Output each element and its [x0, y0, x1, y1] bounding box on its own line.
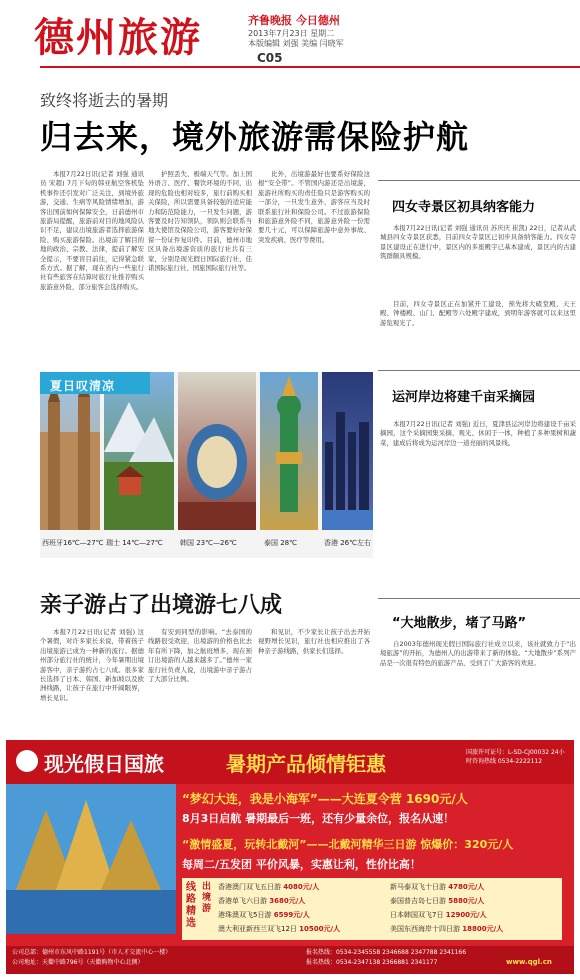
skyline-illustration: [322, 372, 373, 530]
route-name: 泰国普吉岛七日游: [390, 897, 446, 905]
route-price: 10500元/人: [299, 925, 341, 933]
route-row: [218, 922, 340, 936]
masthead-rule: [40, 66, 580, 68]
sidebar-rule-3: [378, 598, 580, 599]
caption-korea: 韩国 23℃—26℃: [180, 539, 237, 547]
ad-license: 国旅许可证号：L-SD-CJ00032 24小时咨询热线 0534-2222112: [466, 749, 565, 765]
ad-offer-beidaihe-sub: 每周二/五发团 平价风暴，实惠让利，性价比高！: [182, 858, 421, 871]
route-price: 6599元/人: [273, 911, 310, 919]
route-name: 香港澳门双飞五日游: [218, 883, 281, 891]
sidebar-rule-1: [378, 180, 580, 181]
route-name: 港珠澳双飞5日游: [218, 911, 272, 919]
ad-phone-2: 报名热线：0534-2347138 2366881 2341177: [306, 959, 438, 966]
route-row: [218, 908, 340, 922]
main-headline: 归去来，境外旅游需保险护航: [40, 118, 470, 156]
route-price: 5880元/人: [448, 897, 485, 905]
sidebar-headline-2: 运河岸边将建千亩采摘园: [392, 390, 536, 405]
mountain-village-illustration: [104, 372, 174, 530]
route-row: [390, 880, 503, 894]
sidebar-side-text: 目前，四女寺景区正在加紧开工建设，预先将大碴堂殿、天王殿、钟楼殿、山门、配殿等六处殿宇建成，到明年游客就可以来这里游览观光了。: [380, 300, 576, 327]
newspaper-brand: 齐鲁晚报 今日德州: [248, 14, 340, 27]
second-column-2: 有安到同型的影响。“去泰国的线路很受欢迎，出境游的价格也比去年有所下降，加之航班增多，现在预订出境游的人越来越多了。”德州一家旅行社负责人说，出境游中亲子游占了大部分比例。: [148, 628, 252, 684]
spain-photo: [40, 372, 100, 530]
route-price: 3680元/人: [269, 897, 306, 905]
ad-logo-icon: [16, 750, 38, 772]
page-number: C05: [257, 51, 283, 65]
route-list-left: [218, 880, 340, 936]
route-name: 香港单飞六日游: [218, 897, 267, 905]
route-name: 澳大利亚新西兰双飞12日: [218, 925, 297, 933]
second-column-1: 本报7月22日讯(记者 刘强) 这个暑假，对许多家长来说，带着孩子出境旅游已成为一种新的流行。据德州部分旅行社的统计，今年暑期出境游客中，亲子游约占七八成。很多家长选择了日本、韩国、新加坡以及欧洲线路，让孩子在旅行中开阔眼界，增长见识。: [40, 628, 144, 702]
main-column-1: 本报7月22日讯(记者 刘强 通讯员 宋超) 7月下旬的韩亚航空客机坠机事件还引发对广泛关注，到境外旅游，交通、生病等风险情绪增加，游客出国前如何保障安全，日前德州市旅游局提醒，旅游前对目的地风险认识不足，建议出境旅游者选择旅游保险、购买旅游保险。出境前了解目的地的政治、宗教、法律，提前了解安全提示，不要盲目前往，记得紧急联系方式。据了解，现在省内一些旅行社有些旅客在结算时旅行社推荐购买旅游意外险，部分旅客会选择购买。: [40, 170, 144, 291]
route-row: [218, 880, 340, 894]
route-name: 新马泰双飞十日游: [390, 883, 446, 891]
second-headline: 亲子游占了出境游七八成: [40, 593, 283, 618]
route-price: 18800元/人: [462, 925, 504, 933]
sidebar-headline-3: “大地散步，堵了马路”: [392, 616, 527, 631]
second-column-3: 和见识，不少家长让孩子出去开拓视野增长见识，旅行社也相应推出了各种亲子游线路，供家长们选择。: [258, 628, 370, 655]
route-price: 12900元/人: [445, 911, 487, 919]
route-price: 4780元/人: [448, 883, 485, 891]
sidebar-headline-1: 四女寺景区初具纳客能力: [392, 200, 536, 215]
route-row: [390, 908, 503, 922]
route-price: 4080元/人: [283, 883, 320, 891]
ad-offer-dalian: “梦幻大连，我是小海军”——大连夏令营 1690元/人: [182, 792, 468, 806]
korea-photo: [178, 372, 256, 530]
sidebar-text-2: 本报7月22日讯(记者 刘强) 近日，夏津县运河岸边将建设千亩采摘园，这个采摘园集采摘、观光、休闲于一体，种植了多种果树和蔬菜，建成后将成为运河岸边一道亮丽的风景线。: [380, 420, 576, 447]
ad-brand: 现光假日国旅: [44, 752, 164, 776]
caption-switzerland: 瑞士 14℃—27℃: [106, 539, 163, 547]
route-vertical-label: 线路精选: [186, 882, 196, 929]
cathedral-illustration: [40, 372, 100, 530]
drum-illustration: [178, 372, 256, 530]
date-line: 2013年7月23日 星期二: [248, 29, 335, 38]
sidebar-text-1: 本报7月22日讯(记者 刘强 通讯员 苏庆庆 崔凯) 22日，记者从武城县四女寺景区获悉，目前四女寺景区已初步具备纳客能力。四女寺景区建设正在进行中，景区内的多座殿宇已基本建成，景区内的古建筑群颇具规模。: [380, 224, 576, 261]
hongkong-photo: [322, 372, 373, 530]
temple-guardian-illustration: [260, 372, 318, 530]
route-row: [218, 894, 340, 908]
main-kicker: 致终将逝去的暑期: [40, 91, 169, 110]
main-column-3: 比外，出境游最好也要系好保险这根“安全带”。不管国内游还是出境游，旅游社所购买的责任险只是游客购买的一部分，一旦发生意外，游客应当及时联系旅行社和保险公司。不过旅游保险和旅游意外险不同，旅游意外险一份需要几十元，可以保障旅游中意外事故、突发疾病、医疗等费用。: [258, 170, 370, 244]
caption-hongkong: 香港 26℃左右: [324, 539, 371, 547]
main-column-2: 护照丢失、极端天气等。加上国外语言、医疗、餐饮环境的不同，出现的危险也相对较多，旅行前购买相关保险，所以需要具备较强的适应能力和防范险能力，一旦发生问题，游客要及时告知领队，领队则会联系当地大使馆及保险公司，游客要好好保留一份证件复印件。目前，德州市地区具备出境游资质的旅行社共有三家，分别是现光假日国际旅行社、佳诺国际旅行社、国旅国际旅行社等。: [148, 170, 252, 273]
caption-spain: 西班牙16℃—27℃: [42, 539, 104, 547]
ad-slogan: 暑期产品倾情钜惠: [226, 752, 386, 776]
sidebar-text-3: 自2003年德州现光假日国际旅行社成立以来，该社就致力于“出境旅游”的开拓，为德州人的出游带来了新的体验。“大地散步”系列产品是一次很有特色的旅游产品，受到了广大游客的欢迎。: [380, 640, 576, 667]
route-row: [390, 894, 503, 908]
ad-offer-dalian-sub: 8月3日启航 暑期最后一班，还有少量余位，报名从速！: [182, 812, 455, 825]
switzerland-photo: [104, 372, 174, 530]
summer-label: 夏日叹清凉: [50, 379, 116, 393]
ad-address-1: 公司总部：德州市东风中路1191号（市人才交流中心一楼）: [12, 949, 172, 956]
ad-offer-beidaihe: “激情盛夏，玩转北戴河”——北戴河精华三日游 惊爆价：320元/人: [182, 838, 514, 851]
advertisement: [6, 740, 574, 974]
route-name: 美国东西海岸十四日游: [390, 925, 460, 933]
route-list-right: [390, 880, 503, 936]
ad-address-2: 公司地址：天衢中路796号（天衢购物中心北侧）: [12, 959, 144, 966]
route-outbound-label: 出境游: [202, 882, 212, 914]
caption-thailand: 泰国 28℃: [264, 539, 297, 547]
photo-feature: [40, 372, 373, 558]
ad-website-link[interactable]: www.qgl.cn: [506, 958, 552, 966]
staff-line: 本版编辑 刘强 美编 闫晓军: [248, 39, 344, 48]
ad-phone-1: 报名热线：0534-2345558 2346688 2347788 2341166: [306, 949, 467, 956]
sidebar-rule-2: [378, 370, 580, 371]
route-row: [390, 922, 503, 936]
route-name: 日本韩国双飞7日: [390, 911, 444, 919]
thailand-photo: [260, 372, 318, 530]
masthead-title: 德州旅游: [34, 14, 202, 61]
